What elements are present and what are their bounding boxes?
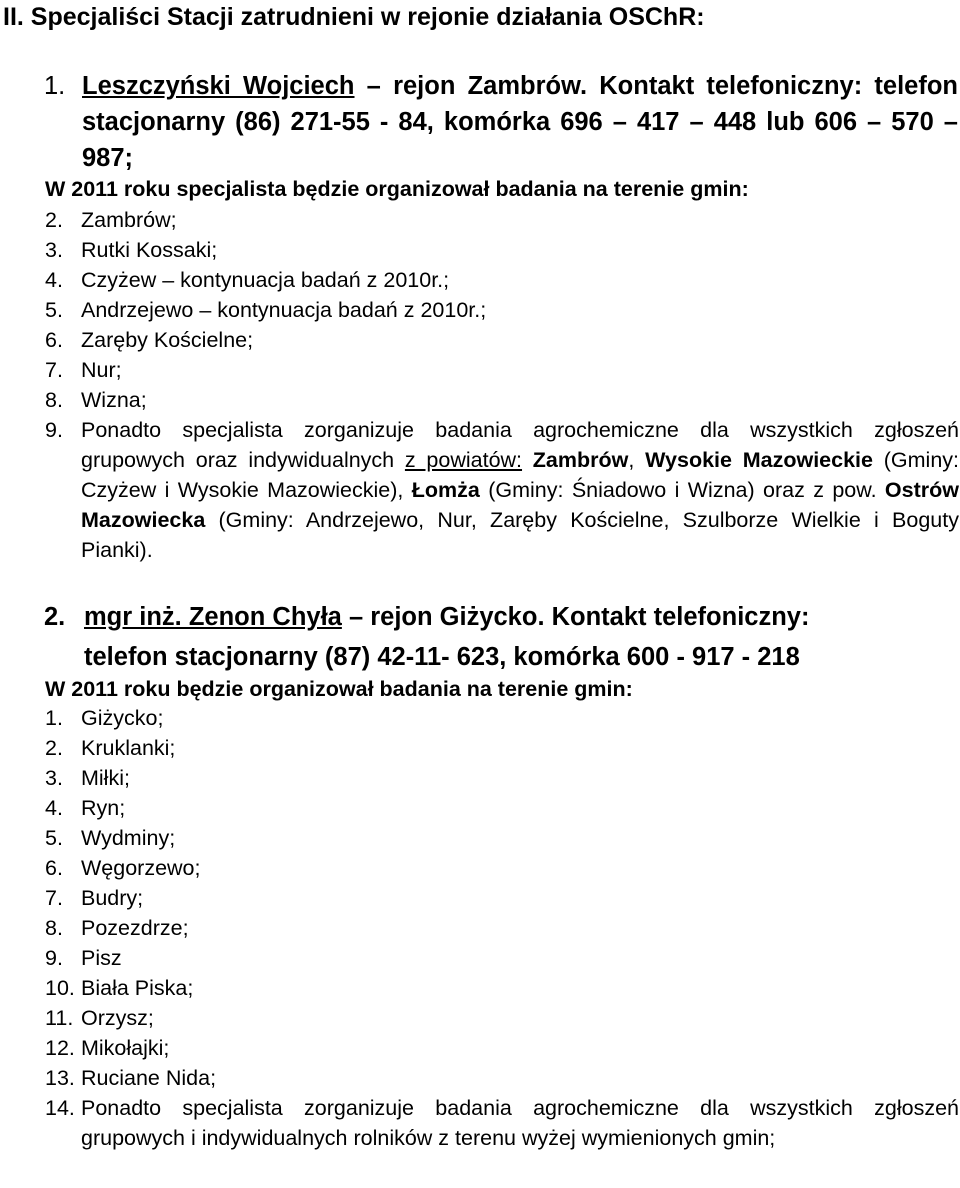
list-item-number: 9. [45,418,63,442]
section-heading: II. Specjaliści Stacji zatrudnieni w rejonie działania OSChR: [3,3,705,31]
list-item-text: Rutki Kossaki; [81,238,218,262]
list-item-number: 13. [45,1066,75,1090]
specialist-1-number: 1. [44,72,66,100]
specialist-1-contact: Kontakt telefoniczny: telefon stacjonarny (86) 271-55 - 84, komórka 696 – 417 – 448 lub 606 – 570 – 987; [82,72,958,172]
list-item-text: Andrzejewo – kontynuacja badań z 2010r.; [81,298,487,322]
list-item [45,853,959,883]
powiaty-label: z powiatów: [404,448,523,472]
specialist-1-gminy-list [45,205,959,565]
list-item-number: 5. [45,298,63,322]
powiat-zambrow: Zambrów [532,448,629,472]
list-item-text: Kruklanki; [81,736,176,760]
list-item-text: Giżycko; [81,706,164,730]
list-item-text: Nur; [81,358,122,382]
list-item-text: Węgorzewo; [81,856,201,880]
list-item-text: Ponadto specjalista zorganizuje badania agrochemiczne dla wszystkich zgłoszeń grupowych i indywidualnych rolników z terenu wyżej wymienionych gmin; [81,1096,959,1150]
specialist-2-header [44,597,958,677]
list-item-number: 2. [45,736,63,760]
list-item-number: 5. [45,826,63,850]
list-item-paragraph: 9. Ponadto specjalista zorganizuje badania agrochemiczne dla wszystkich zgłoszeń grupowych oraz indywidualnych z powiatów: Zambrów, Wysokie Mazowieckie (Gminy: Czyżew i Wysokie Mazowieckie), Łomża (Gminy: Śniadowo i Wizna) oraz z pow. Ostrów Mazowiecka (Gminy: Andrzejewo, Nur, Zaręby Kościelne, Szulborze Wielkie i Boguty Pianki). [45,415,959,565]
list-item [45,265,959,295]
list-item-number: 14. [45,1096,75,1120]
list-item-text: Czyżew – kontynuacja badań z 2010r.; [81,268,450,292]
list-item-paragraph [45,1093,959,1153]
list-item [45,1003,959,1033]
list-item-number: 9. [45,946,63,970]
powiat-lomza: Łomża [411,478,480,502]
list-item-text: Wizna; [81,388,147,412]
list-item-number: 6. [45,328,63,352]
list-item-number: 6. [45,856,63,880]
list-item-number: 7. [45,358,63,382]
specialist-2-number: 2. [44,603,66,631]
list-item [45,1063,959,1093]
list-item [45,355,959,385]
list-item-text: Miłki; [81,766,130,790]
list-item [45,763,959,793]
specialist-1-lead: W 2011 roku specjalista będzie organizował badania na terenie gmin: [45,177,749,201]
specialist-2-region: rejon Giżycko. [370,603,545,631]
specialist-2-name: mgr inż. Zenon Chyła [84,603,342,631]
list-item [45,913,959,943]
list-item-text: Zambrów; [81,208,177,232]
specialist-2-phone: telefon stacjonarny (87) 42-11- 623, komórka 600 - 917 - 218 [84,643,800,671]
list-item-text: Wydminy; [81,826,176,850]
list-item-text: Pisz [81,946,122,970]
list-item-text: Zaręby Kościelne; [81,328,254,352]
list-item [45,205,959,235]
list-item [45,943,959,973]
list-item-number: 4. [45,796,63,820]
specialist-2-dash: – [341,603,371,631]
list-item-text: Pozezdrze; [81,916,189,940]
specialist-1-name: Leszczyński Wojciech [82,72,355,100]
list-item-text: Ruciane Nida; [81,1066,217,1090]
list-item [45,823,959,853]
list-item-text: Mikołajki; [81,1036,170,1060]
list-item-number: 8. [45,916,63,940]
powiat-ostrow-mazowiecka: Ostrów Mazowiecka [81,478,959,532]
list-item [45,793,959,823]
list-item [45,703,959,733]
specialist-2-contact: Kontakt telefoniczny: [544,603,810,631]
list-item [45,733,959,763]
list-item-text: Budry; [81,886,144,910]
list-item-number: 2. [45,208,63,232]
list-item [45,385,959,415]
list-item [45,973,959,1003]
list-item-number: 7. [45,886,63,910]
specialist-2-gminy-list [45,703,959,1153]
list-item [45,295,959,325]
specialist-1-dash: – [354,72,394,100]
specialist-1-region: rejon Zambrów. [393,72,588,100]
list-item-number: 12. [45,1036,75,1060]
powiat-wysokie-mazowieckie: Wysokie Mazowieckie [645,448,873,472]
list-item-number: 11. [45,1006,74,1030]
list-item [45,235,959,265]
list-item-number: 10. [45,976,75,1000]
list-item-text: Orzysz; [81,1006,154,1030]
list-item-number: 3. [45,238,63,262]
list-item-number: 3. [45,766,63,790]
list-item-number: 1. [45,706,63,730]
specialist-1-header [44,68,958,176]
list-item [45,325,959,355]
list-item [45,1033,959,1063]
list-item-text: Biała Piska; [81,976,194,1000]
list-item-number: 8. [45,388,63,412]
list-item-number: 4. [45,268,63,292]
list-item-text: Ryn; [81,796,126,820]
list-item [45,883,959,913]
specialist-2-lead: W 2011 roku będzie organizował badania na terenie gmin: [45,677,633,701]
